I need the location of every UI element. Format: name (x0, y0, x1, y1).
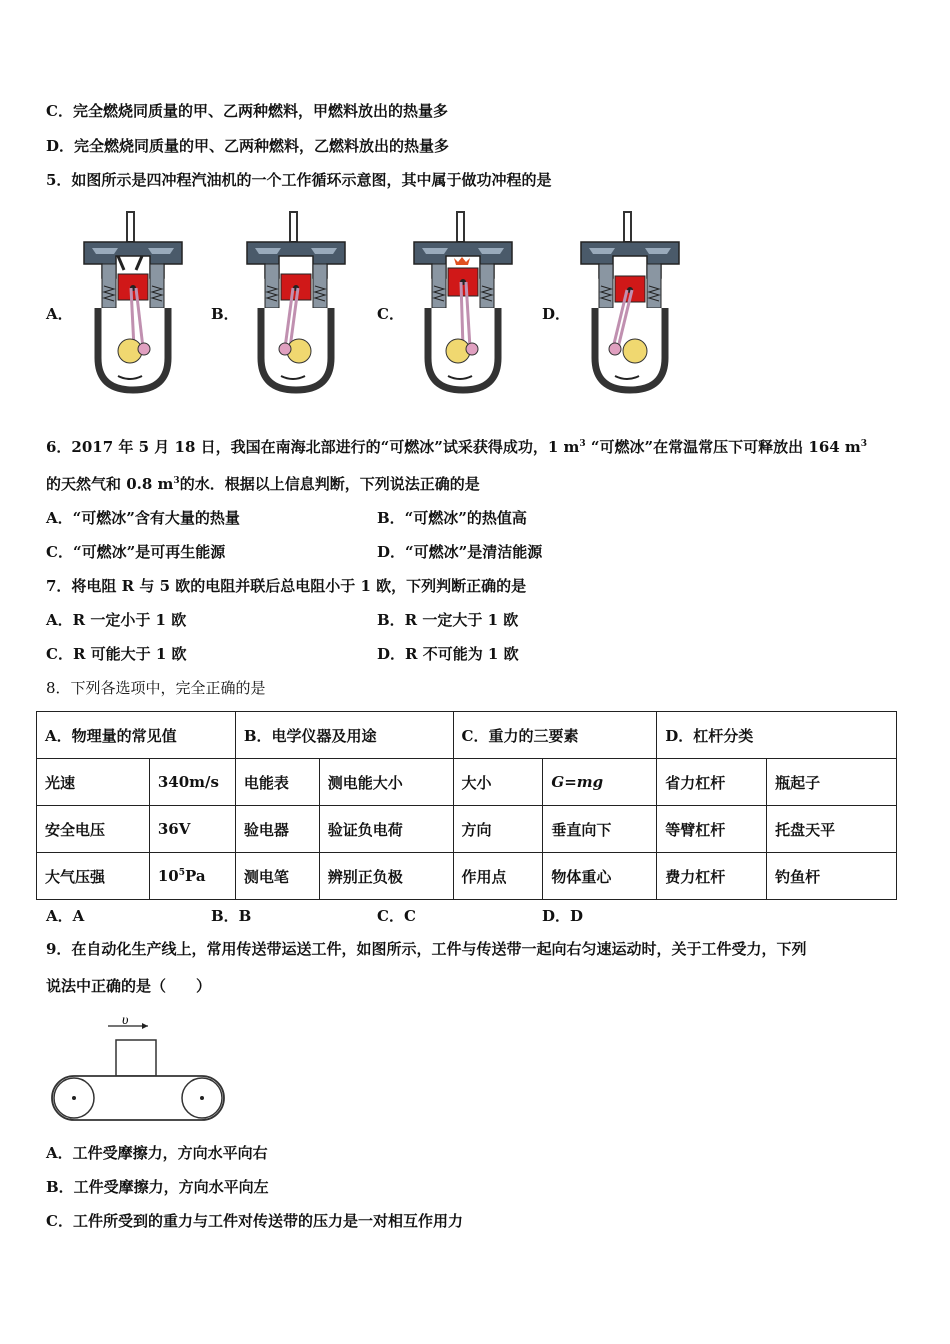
table-cell: 辨别正负极 (319, 853, 453, 900)
q6-option-d: D．“可燃冰”是清洁能源 (377, 543, 543, 561)
table-row (37, 806, 897, 853)
engine-diagram-b (241, 208, 351, 394)
q6-stem-part-a: 6．2017 年 5 月 18 日，我国在南海北部进行的“可燃冰”试采获得成功，1 m (46, 438, 580, 456)
q5-stem: 5．如图所示是四冲程汽油机的一个工作循环示意图，其中属于做功冲程的是 (46, 171, 552, 189)
header-a: A．物理量的常见值 (37, 712, 236, 759)
table-cell: 方向 (453, 806, 543, 853)
header-b: B．电学仪器及用途 (235, 712, 453, 759)
table-cell: 测电笔 (235, 853, 319, 900)
pressure-unit: Pa (184, 867, 206, 885)
q4-option-c: C．完全燃烧同质量的甲、乙两种燃料，甲燃料放出的热量多 (46, 102, 448, 120)
table-cell: 验证负电荷 (319, 806, 453, 853)
q6-option-c: C．“可燃冰”是可再生能源 (46, 543, 226, 561)
q6-stem-part-d: 的水．根据以上信息判断，下列说法正确的是 (179, 475, 480, 493)
table-cell: 省力杠杆 (657, 759, 767, 806)
table-header-row (37, 712, 897, 759)
engine-diagram-c (408, 208, 518, 394)
q6-option-b: B．“可燃冰”的热值高 (377, 509, 527, 527)
q7-option-c: C．R 可能大于 1 欧 (46, 645, 187, 663)
q7-option-b: B．R 一定大于 1 欧 (377, 611, 519, 629)
workpiece-block (116, 1040, 156, 1076)
q7-option-a: A．R 一定小于 1 欧 (46, 611, 187, 629)
q5-label-a: A． (46, 305, 73, 323)
q5-label-d: D． (542, 305, 571, 323)
table-cell: 电能表 (235, 759, 319, 806)
q9-option-b: B．工件受摩擦力，方向水平向左 (46, 1178, 269, 1196)
q6-sup-2: 3 (860, 439, 868, 449)
table-cell-pressure (149, 853, 235, 900)
table-cell: 测电能大小 (319, 759, 453, 806)
pressure-base: 10 (157, 867, 179, 885)
table-cell: 费力杠杆 (657, 853, 767, 900)
table-cell: 托盘天平 (767, 806, 897, 853)
table-cell: 等臂杠杆 (657, 806, 767, 853)
header-c: C．重力的三要素 (453, 712, 657, 759)
q7-stem: 7．将电阻 R 与 5 欧的电阻并联后总电阻小于 1 欧，下列判断正确的是 (46, 577, 527, 595)
velocity-label: υ (122, 1013, 129, 1028)
q8-answer-a: A．A (46, 907, 85, 925)
q8-options-table (36, 711, 897, 900)
engine-diagram-d (575, 208, 685, 394)
table-cell: 验电器 (235, 806, 319, 853)
q8-answer-b: B．B (211, 907, 252, 925)
table-cell: 安全电压 (37, 806, 150, 853)
table-cell: 36V (149, 806, 235, 853)
table-cell: 大气压强 (37, 853, 150, 900)
table-row (37, 853, 897, 900)
engine-diagram-a (78, 208, 188, 394)
q9-stem-line1: 9．在自动化生产线上，常用传送带运送工件，如图所示，工件与传送带一起向右匀速运动时，关于工件受力，下列 (46, 940, 807, 958)
table-cell: 垂直向下 (543, 806, 657, 853)
table-cell: 钓鱼杆 (767, 853, 897, 900)
q8-answer-c: C．C (377, 907, 416, 925)
q4-option-d: D．完全燃烧同质量的甲、乙两种燃料，乙燃料放出的热量多 (46, 137, 450, 155)
conveyor-belt-diagram (50, 1008, 228, 1123)
table-cell: 340m/s (149, 759, 235, 806)
q6-stem-part-c: 的天然气和 0.8 m (46, 475, 174, 493)
q5-label-c: C． (377, 305, 404, 323)
q6-stem-part-b: “可燃冰”在常温常压下可释放出 164 m (590, 438, 861, 456)
q6-sup-3: 3 (173, 476, 180, 486)
pressure-exponent: 5 (178, 868, 185, 878)
table-row (37, 759, 897, 806)
q7-option-d: D．R 不可能为 1 欧 (377, 645, 519, 663)
table-cell: 作用点 (453, 853, 543, 900)
table-cell: 瓶起子 (767, 759, 897, 806)
q9-option-c: C．工件所受到的重力与工件对传送带的压力是一对相互作用力 (46, 1212, 463, 1230)
q8-answer-d: D．D (542, 907, 584, 925)
velocity-arrowhead (142, 1023, 148, 1029)
table-cell: 物体重心 (543, 853, 657, 900)
q9-option-a: A．工件受摩擦力，方向水平向右 (46, 1144, 268, 1162)
q6-stem-line1 (46, 437, 867, 457)
q8-stem: 8．下列各选项中，完全正确的是 (46, 679, 266, 697)
table-cell: 大小 (453, 759, 543, 806)
q6-stem-line2 (46, 474, 480, 494)
table-cell: 光速 (37, 759, 150, 806)
table-cell: G=mg (543, 759, 657, 806)
q5-label-b: B． (211, 305, 239, 323)
header-d: D．杠杆分类 (657, 712, 897, 759)
q9-stem-line2: 说法中正确的是（ ） (46, 977, 212, 995)
q6-option-a: A．“可燃冰”含有大量的热量 (46, 509, 240, 527)
q6-sup-1: 3 (579, 439, 586, 449)
